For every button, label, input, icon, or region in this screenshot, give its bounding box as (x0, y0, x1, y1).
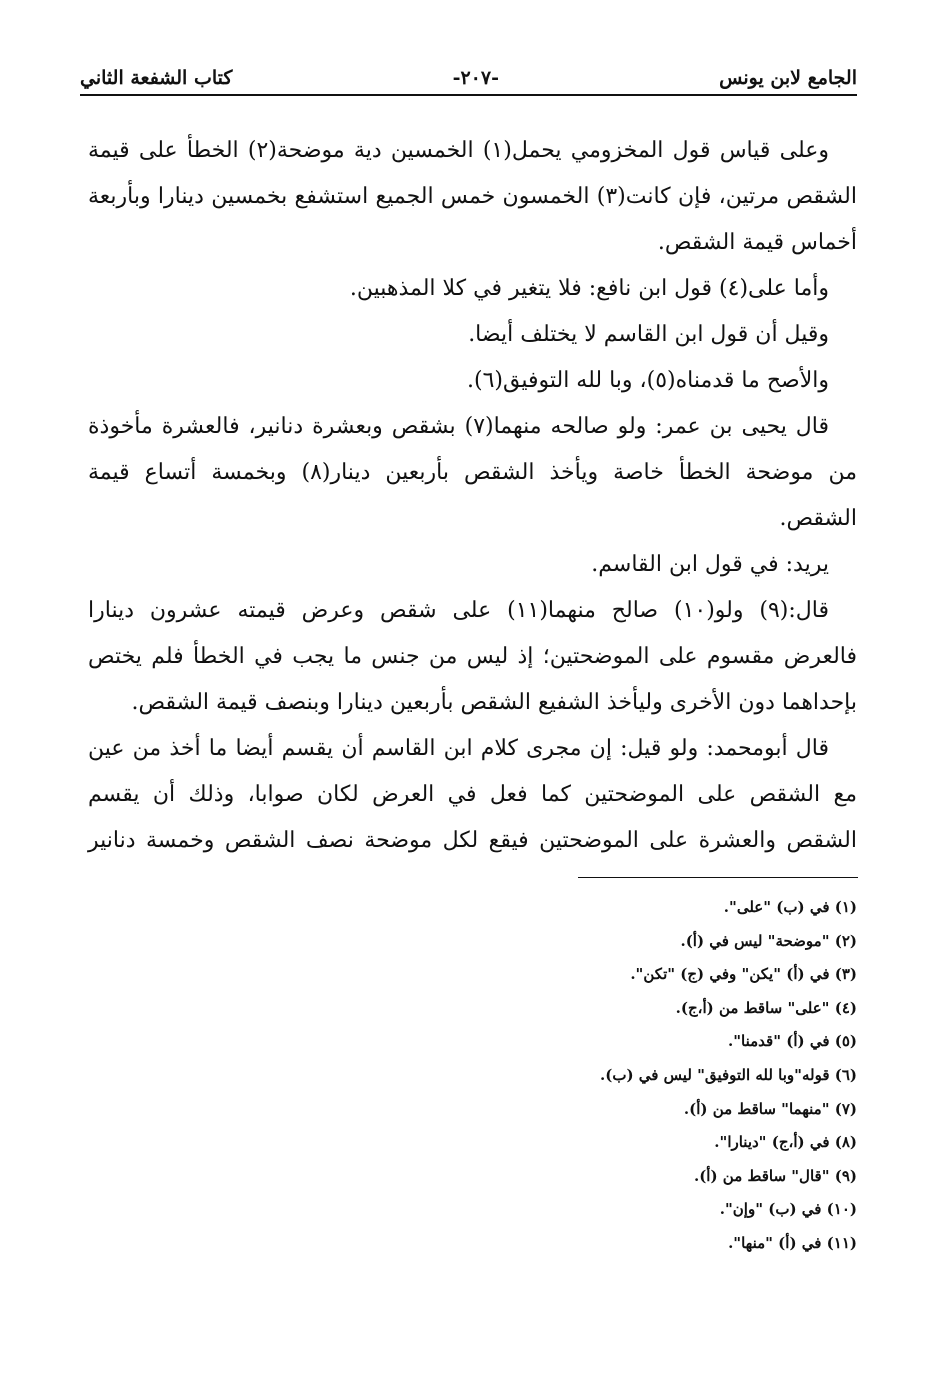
paragraph: وأما على(٤) قول ابن نافع: فلا يتغير في كلا المذهبين. (349, 276, 829, 301)
footnote: (١٠) في (ب) "وإن". (719, 1200, 857, 1219)
running-header (80, 62, 857, 96)
paragraph: قال:(٩) ولو(١٠) صالح منهما(١١) على شقص وعرض قيمته عشرون دينارا فالعرض مقسوم على الموضحتين؛ إذ ليس من جنس ما يجب في الخطأ فلم يختص بإحداهما دون الأخرى وليأخذ الشفيع الشقص بأربعين دينارا وبنصف قيمة الشقص. (88, 598, 857, 715)
paragraph: وقيل أن قول ابن القاسم لا يختلف أيضا. (468, 322, 829, 347)
main-text (88, 128, 857, 864)
paragraph: يريد: في قول ابن القاسم. (591, 552, 829, 577)
footnote: (٤) "على" ساقط من (أ،ج). (675, 998, 857, 1017)
footnote: (١) في (ب) "على". (723, 898, 857, 916)
footnote-separator (578, 877, 858, 878)
footnote: (٣) في (أ) "يكن" وفي (ج) "تكن". (630, 965, 857, 984)
footnotes (457, 891, 857, 1261)
footnote: (٩) "قال" ساقط من (أ). (693, 1166, 857, 1185)
page-number: -٢٠٧- (452, 67, 499, 89)
paragraph: قال يحيى بن عمر: ولو صالحه منهما(٧) بشقص وبعشرة دنانير، فالعشرة مأخوذة من موضحة الخطأ خاصة ويأخذ الشقص بأربعين دينار(٨) وبخمسة أتساع قيمة الشقص. (88, 414, 858, 531)
footnote: (٥) في (أ) "قدمنا". (728, 1032, 857, 1051)
header-chapter-title: كتاب الشفعة الثاني (80, 67, 233, 89)
footnote: (١١) في (أ) "منها". (728, 1233, 857, 1252)
paragraph: والأصح ما قدمناه(٥)، وبا لله التوفيق(٦). (467, 368, 829, 393)
paragraph: وعلى قياس قول المخزومي يحمل(١) الخمسين دية موضحة(٢) الخطأ على قيمة الشقص مرتين، فإن كانت(٣) الخمسون خمس الجميع استشفع بخمسين دينارا وبأربعة أخماس قيمة الشقص. (88, 138, 857, 255)
paragraph: قال أبومحمد: ولو قيل: إن مجرى كلام ابن القاسم أن يقسم أيضا ما أخذ من عين مع الشقص على الموضحتين كما فعل في العرض لكان صوابا، وذلك أن يقسم الشقص والعشرة على الموضحتين فيقع لكل موضحة نصف الشقص وخمسة دنانير (88, 736, 857, 853)
footnote: (٧) "منهما" ساقط من (أ). (683, 1099, 857, 1118)
header-book-title: الجامع لابن يونس (719, 67, 857, 89)
footnote: (٨) في (أ،ج) "دينارا". (714, 1133, 857, 1152)
footnote: (٦) قوله"وبا لله التوفيق" ليس في (ب). (600, 1065, 857, 1084)
footnote: (٢) "موضحة" ليس في (أ). (680, 931, 857, 950)
